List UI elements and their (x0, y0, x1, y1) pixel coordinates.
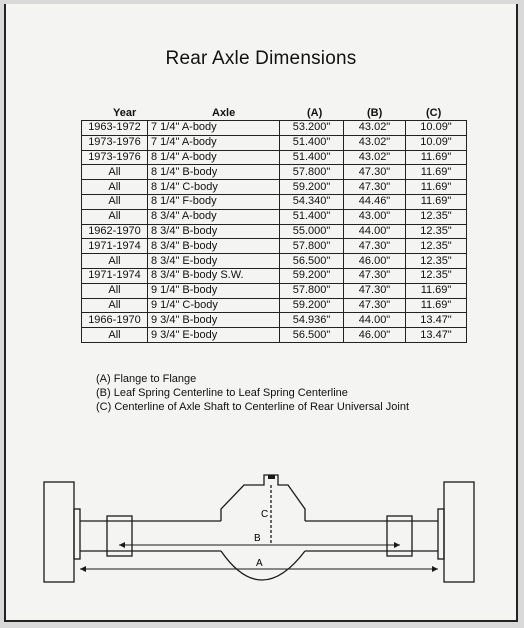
cell-a: 57.800" (280, 239, 344, 254)
cell-axle: 8 1/4" C-body (148, 180, 280, 195)
cell-a: 51.400" (280, 135, 344, 150)
left-spring-pad (107, 516, 132, 556)
cell-a: 56.500" (280, 254, 344, 269)
cell-axle: 7 1/4" A-body (148, 135, 280, 150)
cell-a: 51.400" (280, 209, 344, 224)
table-row (82, 165, 467, 180)
right-flange (438, 509, 444, 559)
cell-axle: 9 3/4" B-body (148, 313, 280, 328)
cell-b: 46.00" (344, 328, 406, 343)
cell-c: 12.35" (406, 209, 467, 224)
page-title: Rear Axle Dimensions (165, 48, 357, 69)
cell-b: 47.30" (344, 180, 406, 195)
table-row (82, 254, 467, 269)
cell-year: All (82, 180, 148, 195)
cell-axle: 8 3/4" A-body (148, 209, 280, 224)
cell-b: 47.30" (344, 239, 406, 254)
cell-b: 43.00" (344, 209, 406, 224)
cell-c: 12.35" (406, 239, 467, 254)
document-page (4, 4, 518, 622)
cell-c: 12.35" (406, 268, 467, 283)
cell-c: 11.69" (406, 150, 467, 165)
cell-axle: 9 1/4" B-body (148, 283, 280, 298)
table-row (82, 121, 467, 136)
cell-b: 44.46" (344, 194, 406, 209)
cell-b: 43.02" (344, 121, 406, 136)
cell-year: 1973-1976 (82, 135, 148, 150)
note-b: (B) Leaf Spring Centerline to Leaf Spring Centerline (96, 387, 348, 399)
cell-axle: 8 3/4" B-body (148, 239, 280, 254)
cell-c: 10.09" (406, 121, 467, 136)
table-row (82, 328, 467, 343)
cell-c: 11.69" (406, 298, 467, 313)
cell-a: 55.000" (280, 224, 344, 239)
cell-year: All (82, 254, 148, 269)
cell-year: All (82, 165, 148, 180)
cell-axle: 8 1/4" A-body (148, 150, 280, 165)
cell-b: 44.00" (344, 224, 406, 239)
cell-c: 13.47" (406, 328, 467, 343)
cell-b: 46.00" (344, 254, 406, 269)
table-row (82, 239, 467, 254)
cell-a: 54.340" (280, 194, 344, 209)
table-row (82, 180, 467, 195)
cell-b: 43.02" (344, 150, 406, 165)
cell-b: 47.30" (344, 283, 406, 298)
cell-b: 44.00" (344, 313, 406, 328)
cell-year: 1971-1974 (82, 239, 148, 254)
cell-a: 57.800" (280, 283, 344, 298)
cell-axle: 8 1/4" B-body (148, 165, 280, 180)
right-spring-pad (387, 516, 412, 556)
cell-c: 10.09" (406, 135, 467, 150)
table-row (82, 135, 467, 150)
table-row (82, 283, 467, 298)
table-row (82, 209, 467, 224)
cell-year: All (82, 328, 148, 343)
rear-axle-diagram (6, 459, 516, 609)
cell-c: 13.47" (406, 313, 467, 328)
cell-year: 1971-1974 (82, 268, 148, 283)
dimension-a-label: A (256, 558, 263, 569)
cell-axle: 8 3/4" B-body (148, 224, 280, 239)
column-header-a: (A) (307, 107, 323, 119)
cell-c: 12.35" (406, 254, 467, 269)
column-header-year: Year (113, 107, 137, 119)
legend-notes (96, 372, 409, 414)
table-row (82, 150, 467, 165)
cell-a: 56.500" (280, 328, 344, 343)
table-row (82, 298, 467, 313)
universal-joint-icon (268, 475, 275, 479)
cell-c: 12.35" (406, 224, 467, 239)
cell-year: All (82, 298, 148, 313)
cell-a: 59.200" (280, 180, 344, 195)
note-c: (C) Centerline of Axle Shaft to Centerline of Rear Universal Joint (96, 401, 410, 413)
cell-b: 47.30" (344, 165, 406, 180)
cell-a: 57.800" (280, 165, 344, 180)
cell-a: 59.200" (280, 268, 344, 283)
axle-dimensions-table (81, 120, 467, 343)
left-wheel-drum (44, 482, 74, 582)
cell-a: 59.200" (280, 298, 344, 313)
table-row (82, 194, 467, 209)
cell-axle: 8 3/4" B-body S.W. (148, 268, 280, 283)
table-row (82, 224, 467, 239)
cell-b: 47.30" (344, 268, 406, 283)
note-a: (A) Flange to Flange (96, 373, 197, 385)
cell-axle: 9 3/4" E-body (148, 328, 280, 343)
differential-cover (221, 551, 305, 580)
cell-year: 1966-1970 (82, 313, 148, 328)
table-row (82, 268, 467, 283)
cell-a: 54.936" (280, 313, 344, 328)
cell-year: All (82, 194, 148, 209)
column-header-c: (C) (426, 107, 442, 119)
cell-year: 1973-1976 (82, 150, 148, 165)
left-flange (74, 509, 80, 559)
cell-axle: 7 1/4" A-body (148, 121, 280, 136)
cell-c: 11.69" (406, 180, 467, 195)
cell-year: All (82, 283, 148, 298)
cell-c: 11.69" (406, 194, 467, 209)
cell-c: 11.69" (406, 165, 467, 180)
cell-axle: 9 1/4" C-body (148, 298, 280, 313)
column-header-b: (B) (367, 107, 383, 119)
cell-year: All (82, 209, 148, 224)
right-wheel-drum (444, 482, 474, 582)
cell-year: 1963-1972 (82, 121, 148, 136)
dimension-b-label: B (254, 533, 261, 544)
cell-c: 11.69" (406, 283, 467, 298)
cell-a: 53.200" (280, 121, 344, 136)
cell-axle: 8 1/4" F-body (148, 194, 280, 209)
dimension-c-label: C (261, 509, 269, 520)
cell-a: 51.400" (280, 150, 344, 165)
column-header-axle: Axle (212, 107, 236, 119)
table-row (82, 313, 467, 328)
cell-axle: 8 3/4" E-body (148, 254, 280, 269)
cell-year: 1962-1970 (82, 224, 148, 239)
cell-b: 47.30" (344, 298, 406, 313)
cell-b: 43.02" (344, 135, 406, 150)
